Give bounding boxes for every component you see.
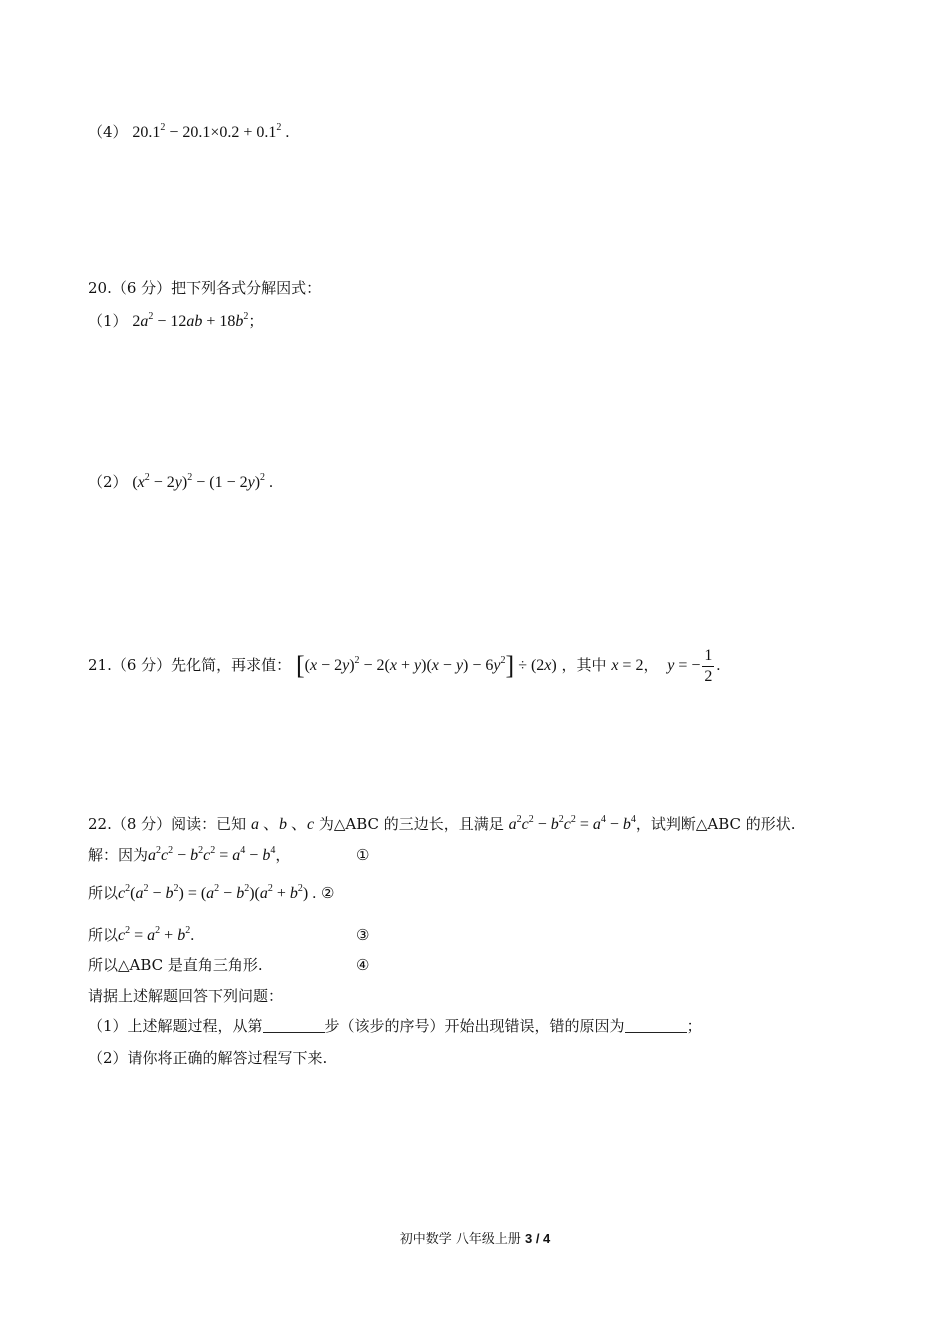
q21-y-value: y = − $\frac{1}{2}$ . <box>667 647 721 685</box>
q20-part1-label: （1） <box>88 312 128 330</box>
q22-step1: 解：因为$a^2c^2 - b^2c^2 = a^4 - b^4$， ① <box>88 845 370 864</box>
q20-part1 <box>88 311 263 332</box>
q22-step4 <box>88 955 370 975</box>
q22-sub1-a: （1）上述解题过程，从第 <box>88 1017 263 1035</box>
q21-comma: ， <box>643 656 659 675</box>
footer-page-number: 3 / 4 <box>524 1231 551 1246</box>
q22-sub1-c: ； <box>686 1017 702 1035</box>
q20-part2 <box>88 472 273 493</box>
q22-sides: a 、b 、c <box>250 816 315 833</box>
q22-step1-expression: $a^2c^2 - b^2c^2 = a^4 - b^4$ <box>148 845 276 864</box>
q21-x-value: x = 2 <box>611 657 644 675</box>
q22-marker-2: ② <box>321 884 335 902</box>
footer-subject: 初中数学 八年级上册 <box>399 1232 521 1247</box>
q22-step2 <box>88 883 334 904</box>
q21-where: ，其中 <box>561 656 607 675</box>
q22-marker-4: ④ <box>356 956 370 974</box>
q22-header: 22.（8 分）阅读：已知 <box>88 815 247 833</box>
step-number-blank[interactable] <box>263 1018 325 1033</box>
q22-tri-text: 为△ABC 的三边长，且满足 <box>318 815 504 833</box>
q22-step3 <box>88 925 370 946</box>
q22-condition: $a^2c^2 - b^2c^2 = a^4 - b^4$ <box>508 814 636 833</box>
q22-conclusion: 所以△ABC 是直角三角形. <box>88 956 263 974</box>
q22-sub1-b: 步（该步的序号）开始出现错误，错的原因为 <box>324 1017 625 1035</box>
q22-sub1 <box>88 1016 702 1036</box>
q21-expression: $[(x - 2y)^2 - 2(x + y)(x - y) - 6y^2] \div (2x)$ <box>295 651 557 681</box>
q19-part4-expression: $20.1^2 - 20.1\times 0.2 + 0.1^2$ . <box>132 122 290 141</box>
q22-marker-3: ③ <box>356 926 370 944</box>
q21 <box>88 646 720 687</box>
q20-part2-label: （2） <box>88 473 128 491</box>
page-footer <box>0 1228 950 1247</box>
q20-part2-expression: $(x^2 - 2y)^2 - (1 - 2y)^2$ . <box>132 472 274 491</box>
error-reason-blank[interactable] <box>625 1018 687 1033</box>
q21-header: 21.（6 分）先化简，再求值： <box>88 656 292 675</box>
q22-answer-intro: 请据上述解题回答下列问题： <box>88 987 284 1005</box>
q21-fraction: $\frac{1}{2}$ <box>704 647 713 685</box>
q22-marker-1: ① <box>356 846 370 864</box>
q22-judge: ，试判断△ABC 的形状. <box>635 815 796 833</box>
q20-part1-tail: ； <box>248 312 264 330</box>
q22-solution-label: 解：因为 <box>88 846 149 864</box>
q19-part4-label: （4） <box>88 123 128 141</box>
q22-step3-so: 所以 <box>88 926 119 944</box>
q22-step2-expression: $c^2(a^2 - b^2) = (a^2 - b^2)(a^2 + b^2)$ . <box>118 883 317 902</box>
q22-step2-so: 所以 <box>88 884 119 902</box>
q22-sub2: （2）请你将正确的解答过程写下来. <box>88 1049 328 1067</box>
q19-part4 <box>88 122 289 143</box>
q22-step3-expression: $c^2 = a^2 + b^2$. <box>118 925 195 944</box>
q22-header-line <box>88 814 796 835</box>
q20-part1-expression: $2a^2 - 12ab + 18b^2$ <box>132 311 249 330</box>
q20-header: 20.（6 分）把下列各式分解因式： <box>88 279 322 297</box>
